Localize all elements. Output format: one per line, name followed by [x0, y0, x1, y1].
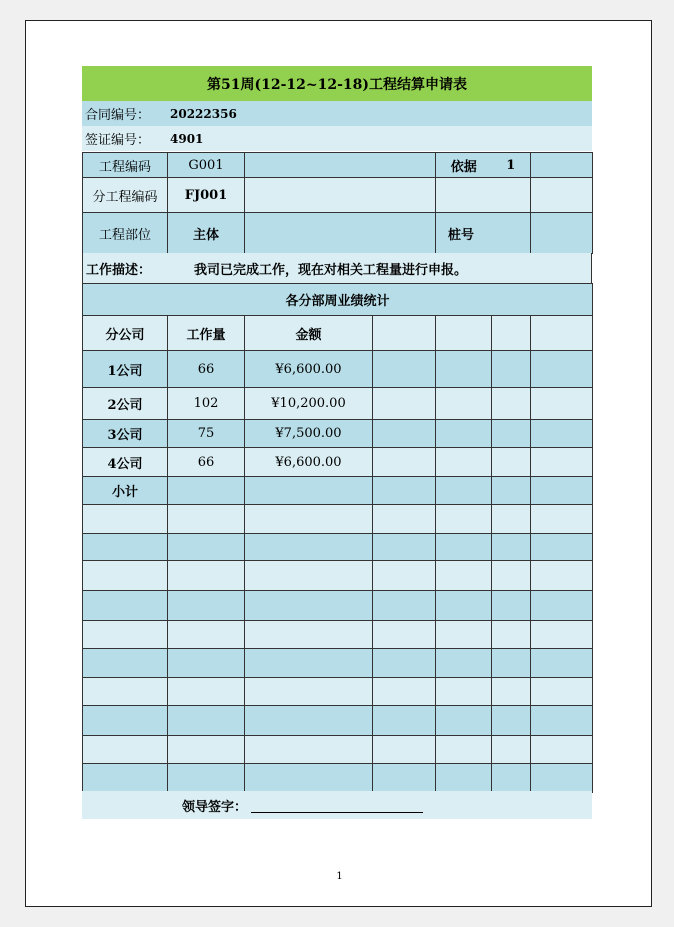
description-label: 工作描述： — [86, 262, 152, 278]
stats-header-row — [83, 316, 593, 351]
subtotal-label: 小计 — [83, 477, 168, 505]
quantity-cell: 66 — [168, 351, 245, 388]
company-cell: 4公司 — [83, 448, 168, 477]
basis-label: 依据 — [436, 153, 492, 178]
amount-cell: ¥7,500.00 — [245, 420, 373, 448]
work-description — [82, 253, 592, 283]
subtotal-row — [83, 477, 593, 505]
form-title: 第51周(12-12~12-18)工程结算申请表 — [82, 66, 592, 101]
project-code-value: G001 — [168, 153, 245, 178]
table-row — [83, 420, 593, 448]
table-row — [83, 351, 593, 388]
sub-project-row — [83, 178, 593, 213]
header-company: 分公司 — [83, 316, 168, 351]
description-text: 我司已完成工作，现在对相关工程量进行申报。 — [194, 262, 468, 278]
contract-value: 20222356 — [170, 106, 237, 121]
header-amount: 金额 — [245, 316, 373, 351]
company-cell: 1公司 — [83, 351, 168, 388]
project-info-table — [82, 152, 593, 254]
company-cell: 3公司 — [83, 420, 168, 448]
stats-table — [82, 283, 593, 793]
project-code-label: 工程编码 — [83, 153, 168, 178]
signature-row — [82, 791, 592, 819]
sub-project-value: FJ001 — [168, 178, 245, 213]
empty-row — [83, 706, 593, 736]
visa-label: 签证编号： — [85, 133, 151, 148]
table-row — [83, 388, 593, 420]
empty-row — [83, 764, 593, 793]
contract-row — [82, 101, 592, 126]
amount-cell: ¥6,600.00 — [245, 448, 373, 477]
project-part-row — [83, 213, 593, 254]
empty-row — [83, 591, 593, 621]
stats-title-row — [83, 284, 593, 316]
page-number: 1 — [336, 871, 343, 882]
empty-row — [83, 561, 593, 591]
quantity-cell: 66 — [168, 448, 245, 477]
amount-cell: ¥6,600.00 — [245, 351, 373, 388]
quantity-cell: 75 — [168, 420, 245, 448]
document-page — [25, 20, 652, 907]
empty-row — [83, 621, 593, 649]
header-quantity: 工作量 — [168, 316, 245, 351]
amount-cell: ¥10,200.00 — [245, 388, 373, 420]
signature-line — [251, 798, 423, 813]
quantity-cell: 102 — [168, 388, 245, 420]
pile-label: 桩号 — [436, 213, 531, 254]
project-part-value: 主体 — [168, 213, 245, 254]
sub-project-label: 分工程编码 — [83, 178, 168, 213]
visa-row — [82, 126, 592, 151]
empty-row — [83, 534, 593, 561]
project-code-row — [83, 153, 593, 178]
visa-value: 4901 — [170, 131, 204, 146]
empty-row — [83, 678, 593, 706]
empty-row — [83, 505, 593, 534]
project-part-label: 工程部位 — [83, 213, 168, 254]
company-cell: 2公司 — [83, 388, 168, 420]
table-row — [83, 448, 593, 477]
contract-label: 合同编号： — [85, 108, 151, 123]
basis-value: 1 — [492, 153, 531, 178]
empty-row — [83, 649, 593, 678]
empty-row — [83, 736, 593, 764]
stats-section-title: 各分部周业绩统计 — [83, 284, 593, 316]
signature-label: 领导签字： — [182, 799, 248, 815]
